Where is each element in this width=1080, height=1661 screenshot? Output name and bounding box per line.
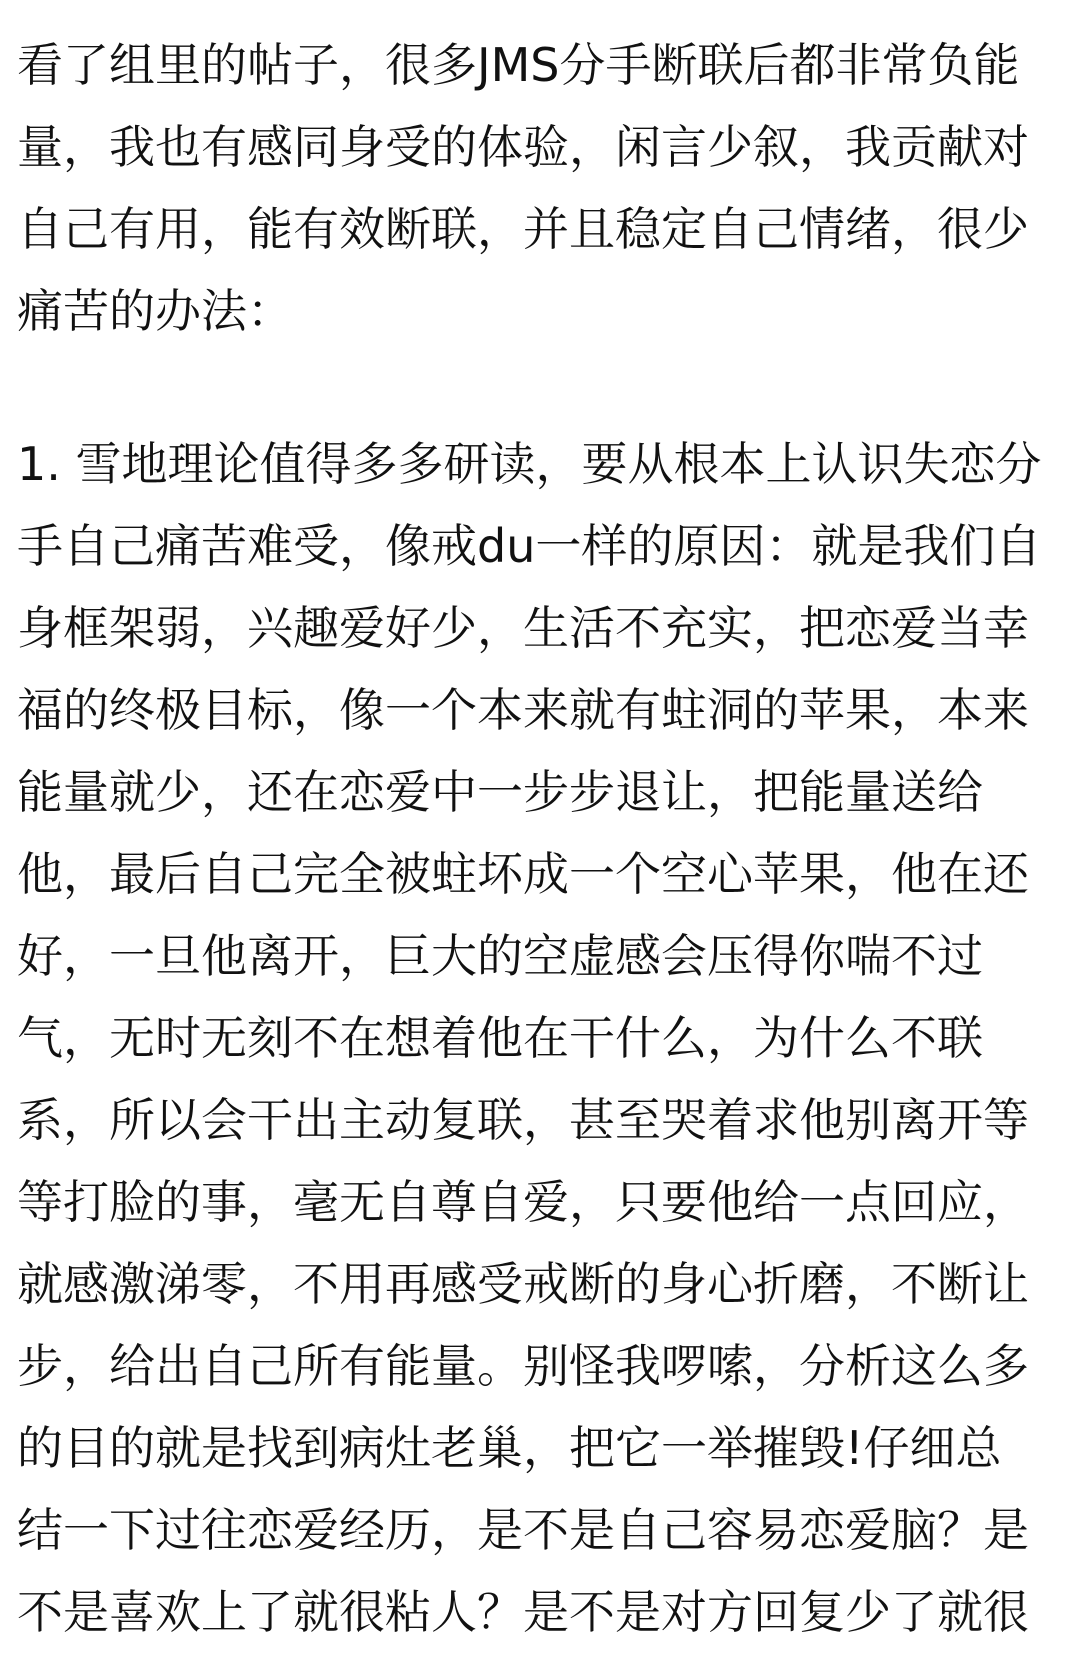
post-body: [17, 24, 1067, 1653]
text-line: 的目的就是找到病灶老巢，把它一举摧毁!仔细总: [17, 1421, 1002, 1475]
text-line: 能量就少，还在恋爱中一步步退让，把能量送给: [17, 765, 983, 819]
text-line: 自己有用，能有效断联，并且稳定自己情绪，很少: [17, 202, 1029, 256]
text-line: 就感激涕零，不用再感受戒断的身心折磨，不断让: [17, 1257, 1029, 1311]
text-line: 气，无时无刻不在想着他在干什么，为什么不联: [17, 1011, 983, 1065]
text-line: 不是喜欢上了就很粘人？是不是对方回复少了就很: [17, 1585, 1029, 1639]
text-line: 好，一旦他离开，巨大的空虚感会压得你喘不过: [17, 929, 983, 983]
text-line: 福的终极目标，像一个本来就有蛀洞的苹果，本来: [17, 683, 1029, 737]
text-line: 看了组里的帖子，很多JMS分手断联后都非常负能: [17, 38, 1020, 92]
text-line: 系，所以会干出主动复联，甚至哭着求他别离开等: [17, 1093, 1029, 1147]
text-line: 步，给出自己所有能量。别怪我啰嗦，分析这么多: [17, 1339, 1029, 1393]
intro-paragraph: [17, 24, 1067, 352]
text-line: 1. 雪地理论值得多多研读，要从根本上认识失恋分: [17, 437, 1042, 491]
point-one-paragraph: [17, 423, 1067, 1653]
text-line: 他，最后自己完全被蛀坏成一个空心苹果，他在还: [17, 847, 1029, 901]
text-line: 手自己痛苦难受，像戒du一样的原因：就是我们自: [17, 519, 1042, 573]
text-line: 结一下过往恋爱经历，是不是自己容易恋爱脑？是: [17, 1503, 1029, 1557]
text-line: 身框架弱，兴趣爱好少，生活不充实，把恋爱当幸: [17, 601, 1029, 655]
text-line: 痛苦的办法：: [17, 284, 293, 338]
text-line: 等打脸的事，毫无自尊自爱，只要他给一点回应，: [17, 1175, 1029, 1229]
text-line: 量，我也有感同身受的体验，闲言少叙，我贡献对: [17, 120, 1029, 174]
